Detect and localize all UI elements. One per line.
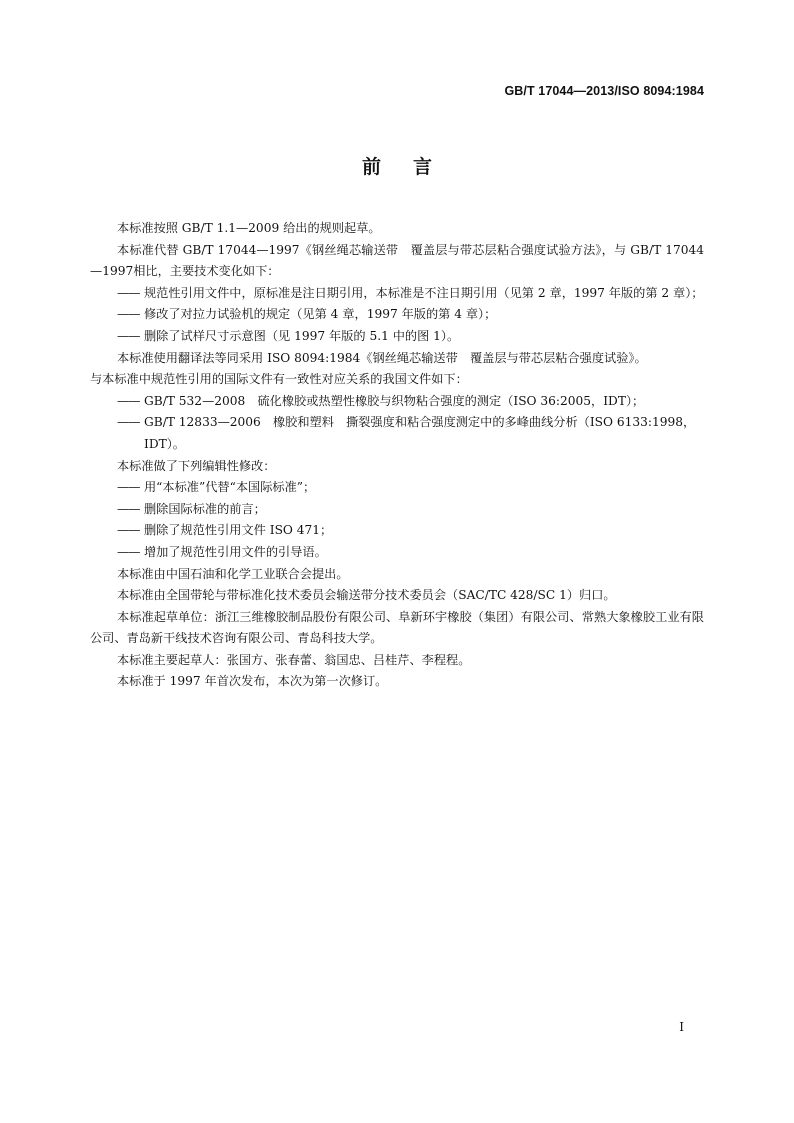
list-item bbox=[90, 412, 704, 455]
dash-marker: —— bbox=[117, 285, 140, 300]
page-number: I bbox=[679, 1020, 684, 1034]
page-title: 前言 bbox=[361, 156, 464, 178]
list-item bbox=[90, 499, 704, 521]
paragraph: 本标准主要起草人：张国方、张春蕾、翁国忠、吕桂芹、李程程。 bbox=[117, 652, 471, 667]
dash-marker: —— bbox=[117, 307, 140, 322]
list-item bbox=[90, 391, 704, 413]
dash-marker: —— bbox=[117, 480, 140, 495]
dash-marker: —— bbox=[117, 328, 140, 343]
list-item-text: 删除了规范性引用文件 ISO 471； bbox=[144, 523, 333, 538]
list-item-text: 规范性引用文件中，原标准是注日期引用，本标准是不注日期引用（见第 2 章，1997 年版的第 2 章）； bbox=[144, 285, 704, 300]
list-item bbox=[90, 542, 704, 564]
dash-marker: —— bbox=[117, 393, 140, 408]
paragraph: 本标准由中国石油和化学工业联合会提出。 bbox=[117, 566, 349, 581]
list-item bbox=[90, 304, 704, 326]
list-item-text: GB/T 532—2008 硫化橡胶或热塑性橡胶与织物粘合强度的测定（ISO 36:2005，IDT）； bbox=[144, 393, 645, 408]
paragraph: 本标准做了下列编辑性修改： bbox=[117, 458, 276, 473]
paragraph: 本标准代替 GB/T 17044—1997《钢丝绳芯输送带 覆盖层与带芯层粘合强度试验方法》，与 GB/T 17044—1997相比，主要技术变化如下： bbox=[90, 242, 704, 279]
paragraph: 本标准使用翻译法等同采用 ISO 8094:1984《钢丝绳芯输送带 覆盖层与带芯层粘合强度试验》。 bbox=[117, 350, 647, 365]
dash-marker: —— bbox=[117, 544, 140, 559]
list-item-text: 用“本标准”代替“本国际标准”； bbox=[144, 480, 316, 495]
document-body bbox=[90, 218, 704, 693]
paragraph: 本标准于 1997 年首次发布，本次为第一次修订。 bbox=[117, 674, 388, 689]
list-item-text: 删除了试样尺寸示意图（见 1997 年版的 5.1 中的图 1）。 bbox=[144, 328, 460, 343]
list-item bbox=[90, 520, 704, 542]
list-item bbox=[90, 477, 704, 499]
list-item bbox=[90, 283, 704, 305]
paragraph: 本标准起草单位：浙江三维橡胶制品股份有限公司、阜新环宇橡胶（集团）有限公司、常熟大象橡胶工业有限公司、青岛新干线技术咨询有限公司、青岛科技大学。 bbox=[90, 609, 704, 646]
paragraph: 本标准由全国带轮与带标准化技术委员会输送带分技术委员会（SAC/TC 428/SC 1）归口。 bbox=[117, 588, 616, 603]
standard-code: GB/T 17044—2013/ISO 8094:1984 bbox=[504, 84, 704, 98]
dash-marker: —— bbox=[117, 523, 140, 538]
list-item-text: 修改了对拉力试验机的规定（见第 4 章，1997 年版的第 4 章）； bbox=[144, 307, 497, 322]
paragraph: 与本标准中规范性引用的国际文件有一致性对应关系的我国文件如下： bbox=[90, 372, 468, 387]
list-item-text: GB/T 12833—2006 橡胶和塑料 撕裂强度和粘合强度测定中的多峰曲线分析（ISO 6133:1998，IDT）。 bbox=[144, 415, 696, 451]
dash-marker: —— bbox=[117, 501, 140, 516]
dash-marker: —— bbox=[117, 415, 140, 430]
paragraph: 本标准按照 GB/T 1.1—2009 给出的规则起草。 bbox=[117, 221, 381, 235]
list-item-text: 删除国际标准的前言； bbox=[144, 501, 266, 516]
list-item-text: 增加了规范性引用文件的引导语。 bbox=[144, 544, 327, 559]
list-item bbox=[90, 326, 704, 348]
